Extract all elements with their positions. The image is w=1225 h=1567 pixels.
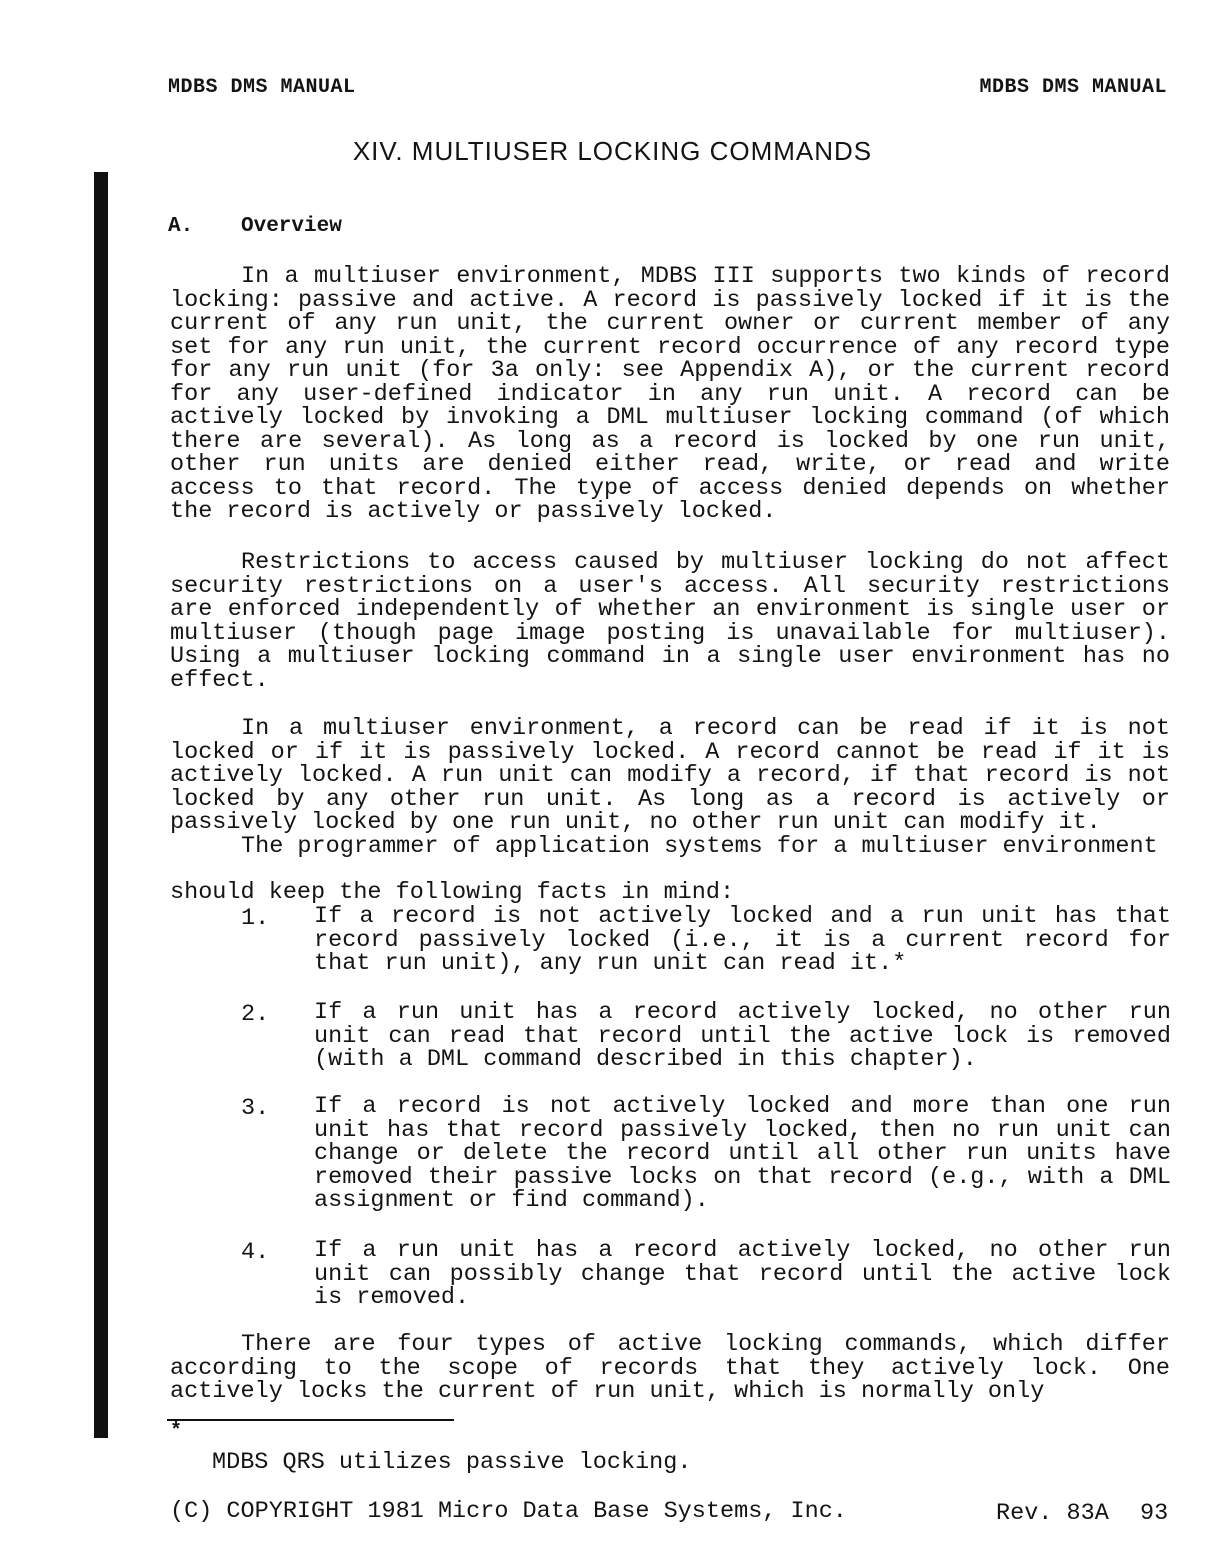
list-item-text: If a run unit has a record actively locked, no other run unit can possibly change that record until the active lock is removed. bbox=[314, 1237, 1171, 1311]
list-item-number: 3. bbox=[241, 1095, 270, 1122]
paragraph-closing bbox=[170, 1333, 1170, 1404]
list-item bbox=[241, 1239, 1171, 1310]
paragraph-text: The programmer of application systems for a multiuser environment bbox=[241, 832, 1158, 860]
chapter-title: XIV. MULTIUSER LOCKING COMMANDS bbox=[352, 136, 873, 166]
list-item bbox=[241, 1095, 1171, 1213]
paragraph-text: There are four types of active locking commands, which differ according to the scope of records that they actively lock. One actively locks the current of run unit, which is normally only bbox=[170, 1331, 1170, 1405]
section-label: A. bbox=[168, 215, 194, 238]
list-intro bbox=[170, 881, 1170, 905]
footnote-mark: * bbox=[170, 1420, 183, 1443]
running-header-left: MDBS DMS MANUAL bbox=[168, 76, 356, 99]
paragraph-overview bbox=[170, 265, 1170, 524]
paragraph-text: In a multiuser environment, a record can be read if it is not locked or if it is passively locked. A record cannot be read if it is actively locked. A run unit can modify a record, if that record is not locked by any other run unit. As long as a record is actively or passively locked by one run unit, no other run unit can modify it. bbox=[170, 715, 1170, 836]
revision-label: Rev. 83A bbox=[996, 1500, 1109, 1527]
paragraph-text: Restrictions to access caused by multiuser locking do not affect security restrictions on a user's access. All security restrictions are enforced independently of whether an environment is single user or multiuser (though page image posting is unavailable for multiuser). Using a multiuser locking command in a single user environment has no effect. bbox=[170, 549, 1170, 694]
paragraph-text: In a multiuser environment, MDBS III supports two kinds of record locking: passive and active. A record is passively locked if it is the current of any run unit, the current owner or current member of any set for any run unit, the current record occurrence of any record type for any run unit (for 3a only: see Appendix A), or the current record for any user-defined indicator in any run unit. A record can be actively locked by invoking a DML multiuser locking command (of which there are several). As long as a record is locked by one run unit, other run units are denied either read, write, or read and write access to that record. The type of access denied depends on whether the record is actively or passively locked. bbox=[170, 263, 1170, 525]
paragraph-read-rules bbox=[170, 717, 1170, 858]
paragraph-restrictions bbox=[170, 551, 1170, 692]
list-item bbox=[241, 1001, 1171, 1072]
page-number: 93 bbox=[1140, 1500, 1169, 1527]
list-item-text: If a run unit has a record actively locked, no other run unit can read that record until the active lock is removed (with a DML command described in this chapter). bbox=[314, 999, 1171, 1073]
list-item-number: 4. bbox=[241, 1239, 270, 1266]
section-title: Overview bbox=[241, 215, 342, 238]
running-header-right: MDBS DMS MANUAL bbox=[979, 76, 1167, 99]
list-item bbox=[241, 905, 1171, 976]
section-heading bbox=[168, 215, 342, 238]
list-item-number: 1. bbox=[241, 905, 270, 932]
list-item-text: If a record is not actively locked and more than one run unit has that record passively locked, then no run unit can change or delete the record until all other run units have removed their passive locks on that record (e.g., with a DML assignment or find command). bbox=[314, 1093, 1171, 1214]
list-item-text: If a record is not actively locked and a run unit has that record passively locked (i.e., it is a current record for that run unit), any run unit can read it.* bbox=[314, 903, 1171, 977]
paragraph-text: should keep the following facts in mind: bbox=[170, 879, 735, 906]
footnote-text: MDBS QRS utilizes passive locking. bbox=[212, 1449, 692, 1476]
list-item-number: 2. bbox=[241, 1001, 270, 1028]
footnote-rule bbox=[167, 1419, 454, 1421]
change-bar bbox=[94, 172, 108, 1438]
copyright-footer: (C) COPYRIGHT 1981 Micro Data Base Systems, Inc. bbox=[170, 1498, 847, 1525]
